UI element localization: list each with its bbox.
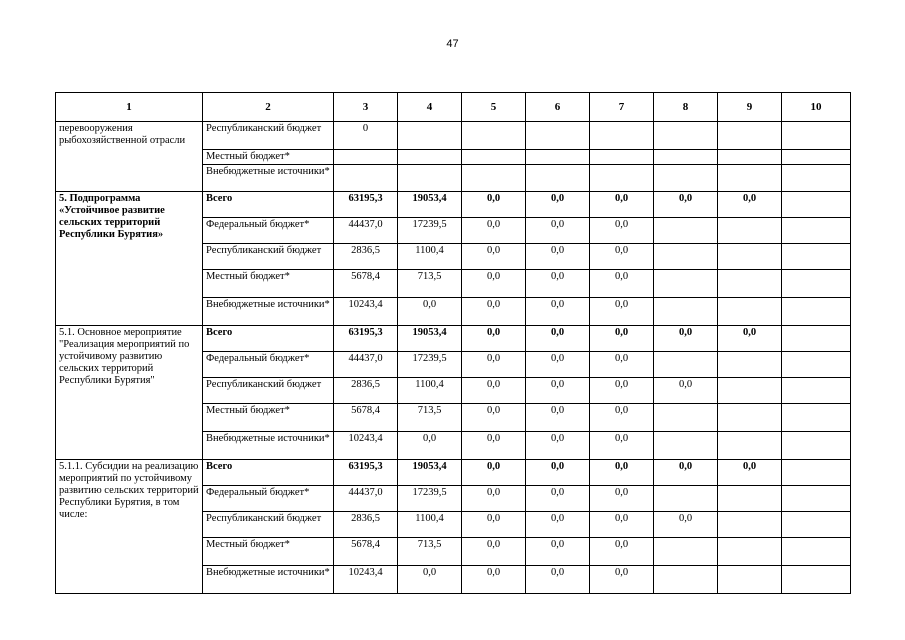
- value-cell: 0,0: [526, 432, 590, 460]
- value-cell: 0,0: [462, 538, 526, 566]
- value-cell: [654, 218, 718, 244]
- value-cell: 0,0: [526, 326, 590, 352]
- value-cell: 17239,5: [398, 218, 462, 244]
- value-cell: 0,0: [654, 512, 718, 538]
- value-cell: 0,0: [462, 270, 526, 298]
- value-cell: 0,0: [398, 432, 462, 460]
- value-cell: [782, 244, 851, 270]
- value-cell: 10243,4: [334, 566, 398, 594]
- value-cell: 2836,5: [334, 244, 398, 270]
- value-cell: [398, 150, 462, 165]
- value-cell: 0,0: [526, 512, 590, 538]
- table-body: [56, 122, 851, 594]
- value-cell: 0,0: [526, 404, 590, 432]
- value-cell: 0,0: [526, 270, 590, 298]
- budget-table: [55, 92, 851, 594]
- value-cell: 1100,4: [398, 378, 462, 404]
- page-number: 47: [446, 38, 459, 50]
- value-cell: 0,0: [462, 460, 526, 486]
- value-cell: [782, 404, 851, 432]
- funding-source-cell: Федеральный бюджет*: [203, 486, 334, 512]
- value-cell: 0,0: [590, 270, 654, 298]
- value-cell: [718, 538, 782, 566]
- value-cell: [654, 270, 718, 298]
- column-header: 3: [334, 93, 398, 122]
- value-cell: 19053,4: [398, 460, 462, 486]
- value-cell: 0,0: [718, 460, 782, 486]
- value-cell: [782, 378, 851, 404]
- funding-source-cell: Всего: [203, 460, 334, 486]
- column-header: 7: [590, 93, 654, 122]
- value-cell: 0,0: [654, 378, 718, 404]
- funding-source-cell: Местный бюджет*: [203, 538, 334, 566]
- value-cell: [654, 352, 718, 378]
- value-cell: 0,0: [462, 244, 526, 270]
- value-cell: [718, 122, 782, 150]
- value-cell: 0,0: [526, 192, 590, 218]
- value-cell: 0,0: [526, 538, 590, 566]
- funding-source-cell: Всего: [203, 192, 334, 218]
- column-header: 2: [203, 93, 334, 122]
- value-cell: [654, 566, 718, 594]
- value-cell: [718, 244, 782, 270]
- funding-source-cell: Республиканский бюджет: [203, 512, 334, 538]
- value-cell: 0,0: [462, 566, 526, 594]
- value-cell: 713,5: [398, 270, 462, 298]
- value-cell: 0,0: [590, 404, 654, 432]
- funding-source-cell: Внебюджетные источники*: [203, 566, 334, 594]
- funding-source-cell: Республиканский бюджет: [203, 122, 334, 150]
- value-cell: 0,0: [590, 192, 654, 218]
- value-cell: 0,0: [462, 298, 526, 326]
- value-cell: 0,0: [398, 566, 462, 594]
- value-cell: 1100,4: [398, 512, 462, 538]
- value-cell: [334, 165, 398, 192]
- value-cell: [334, 150, 398, 165]
- value-cell: [782, 352, 851, 378]
- column-header: 4: [398, 93, 462, 122]
- funding-source-cell: Республиканский бюджет: [203, 378, 334, 404]
- value-cell: [654, 486, 718, 512]
- value-cell: 19053,4: [398, 192, 462, 218]
- value-cell: [782, 165, 851, 192]
- value-cell: [782, 460, 851, 486]
- value-cell: 5678,4: [334, 404, 398, 432]
- value-cell: 0,0: [590, 352, 654, 378]
- value-cell: 0,0: [462, 218, 526, 244]
- value-cell: 0,0: [462, 352, 526, 378]
- column-header: 8: [654, 93, 718, 122]
- value-cell: [718, 486, 782, 512]
- value-cell: [718, 512, 782, 538]
- value-cell: 0,0: [590, 298, 654, 326]
- value-cell: 44437,0: [334, 218, 398, 244]
- funding-source-cell: Республиканский бюджет: [203, 244, 334, 270]
- table-row: [56, 122, 851, 150]
- column-header: 6: [526, 93, 590, 122]
- value-cell: [782, 432, 851, 460]
- value-cell: 5678,4: [334, 270, 398, 298]
- program-title-cell: 5. Подпрограмма «Устойчивое развитие сельских территорий Республики Бурятия»: [56, 192, 203, 326]
- value-cell: 17239,5: [398, 352, 462, 378]
- column-header: 5: [462, 93, 526, 122]
- value-cell: 0,0: [654, 460, 718, 486]
- value-cell: 2836,5: [334, 378, 398, 404]
- value-cell: 17239,5: [398, 486, 462, 512]
- value-cell: [718, 270, 782, 298]
- funding-source-cell: Внебюджетные источники*: [203, 432, 334, 460]
- value-cell: [782, 326, 851, 352]
- value-cell: [654, 432, 718, 460]
- value-cell: 0,0: [462, 326, 526, 352]
- value-cell: 0,0: [526, 566, 590, 594]
- funding-source-cell: Федеральный бюджет*: [203, 352, 334, 378]
- value-cell: 0,0: [526, 460, 590, 486]
- value-cell: 0,0: [462, 432, 526, 460]
- value-cell: [654, 404, 718, 432]
- value-cell: 0,0: [462, 192, 526, 218]
- value-cell: [782, 192, 851, 218]
- funding-source-cell: Местный бюджет*: [203, 404, 334, 432]
- value-cell: 2836,5: [334, 512, 398, 538]
- value-cell: [718, 150, 782, 165]
- program-title-cell: 5.1. Основное мероприятие "Реализация мероприятий по устойчивому развитию сельских территорий Республики Бурятия": [56, 326, 203, 460]
- value-cell: 0,0: [590, 244, 654, 270]
- value-cell: 63195,3: [334, 460, 398, 486]
- value-cell: [718, 404, 782, 432]
- funding-source-cell: Федеральный бюджет*: [203, 218, 334, 244]
- value-cell: [782, 218, 851, 244]
- value-cell: 19053,4: [398, 326, 462, 352]
- value-cell: 0,0: [462, 486, 526, 512]
- value-cell: 0,0: [590, 538, 654, 566]
- value-cell: 0,0: [526, 486, 590, 512]
- value-cell: [654, 150, 718, 165]
- value-cell: 44437,0: [334, 486, 398, 512]
- value-cell: [782, 298, 851, 326]
- value-cell: 10243,4: [334, 432, 398, 460]
- value-cell: 713,5: [398, 538, 462, 566]
- value-cell: [526, 122, 590, 150]
- value-cell: [718, 566, 782, 594]
- value-cell: [718, 352, 782, 378]
- value-cell: 0,0: [590, 378, 654, 404]
- value-cell: 0,0: [590, 566, 654, 594]
- value-cell: [398, 165, 462, 192]
- table-row: [56, 326, 851, 352]
- value-cell: [654, 122, 718, 150]
- funding-source-cell: Местный бюджет*: [203, 150, 334, 165]
- value-cell: 0,0: [654, 192, 718, 218]
- value-cell: 0,0: [654, 326, 718, 352]
- funding-source-cell: Местный бюджет*: [203, 270, 334, 298]
- value-cell: [526, 165, 590, 192]
- value-cell: 0,0: [590, 326, 654, 352]
- value-cell: [526, 150, 590, 165]
- value-cell: 0,0: [462, 378, 526, 404]
- value-cell: 0,0: [526, 378, 590, 404]
- value-cell: 0,0: [526, 244, 590, 270]
- value-cell: 0,0: [526, 352, 590, 378]
- value-cell: [398, 122, 462, 150]
- column-header: 10: [782, 93, 851, 122]
- value-cell: 0,0: [462, 512, 526, 538]
- value-cell: 1100,4: [398, 244, 462, 270]
- funding-source-cell: Внебюджетные источники*: [203, 165, 334, 192]
- program-title-cell: перевооружения рыбохозяйственной отрасли: [56, 122, 203, 192]
- value-cell: 63195,3: [334, 192, 398, 218]
- value-cell: [782, 538, 851, 566]
- value-cell: 10243,4: [334, 298, 398, 326]
- value-cell: 0: [334, 122, 398, 150]
- value-cell: [654, 538, 718, 566]
- value-cell: [782, 122, 851, 150]
- column-header: 9: [718, 93, 782, 122]
- value-cell: [590, 165, 654, 192]
- table-row: [56, 192, 851, 218]
- value-cell: [782, 150, 851, 165]
- value-cell: [654, 298, 718, 326]
- value-cell: [718, 378, 782, 404]
- value-cell: [782, 566, 851, 594]
- value-cell: [590, 150, 654, 165]
- value-cell: [718, 298, 782, 326]
- table-row: [56, 460, 851, 486]
- value-cell: [462, 150, 526, 165]
- value-cell: [718, 218, 782, 244]
- value-cell: 44437,0: [334, 352, 398, 378]
- program-title-cell: 5.1.1. Субсидии на реализацию мероприятий по устойчивому развитию сельских территорий Республики Бурятия, в том числе:: [56, 460, 203, 594]
- value-cell: 0,0: [718, 326, 782, 352]
- value-cell: 0,0: [590, 512, 654, 538]
- funding-source-cell: Всего: [203, 326, 334, 352]
- value-cell: [462, 165, 526, 192]
- value-cell: [654, 244, 718, 270]
- header-row: [56, 93, 851, 122]
- value-cell: 63195,3: [334, 326, 398, 352]
- value-cell: [590, 122, 654, 150]
- value-cell: 0,0: [526, 218, 590, 244]
- value-cell: [654, 165, 718, 192]
- value-cell: 5678,4: [334, 538, 398, 566]
- column-header: 1: [56, 93, 203, 122]
- value-cell: [782, 486, 851, 512]
- value-cell: [718, 165, 782, 192]
- value-cell: [462, 122, 526, 150]
- value-cell: 0,0: [590, 460, 654, 486]
- value-cell: 0,0: [462, 404, 526, 432]
- value-cell: 0,0: [590, 218, 654, 244]
- value-cell: 0,0: [718, 192, 782, 218]
- value-cell: 713,5: [398, 404, 462, 432]
- value-cell: 0,0: [590, 432, 654, 460]
- value-cell: [782, 270, 851, 298]
- value-cell: 0,0: [526, 298, 590, 326]
- value-cell: [718, 432, 782, 460]
- value-cell: 0,0: [590, 486, 654, 512]
- value-cell: [782, 512, 851, 538]
- funding-source-cell: Внебюджетные источники*: [203, 298, 334, 326]
- value-cell: 0,0: [398, 298, 462, 326]
